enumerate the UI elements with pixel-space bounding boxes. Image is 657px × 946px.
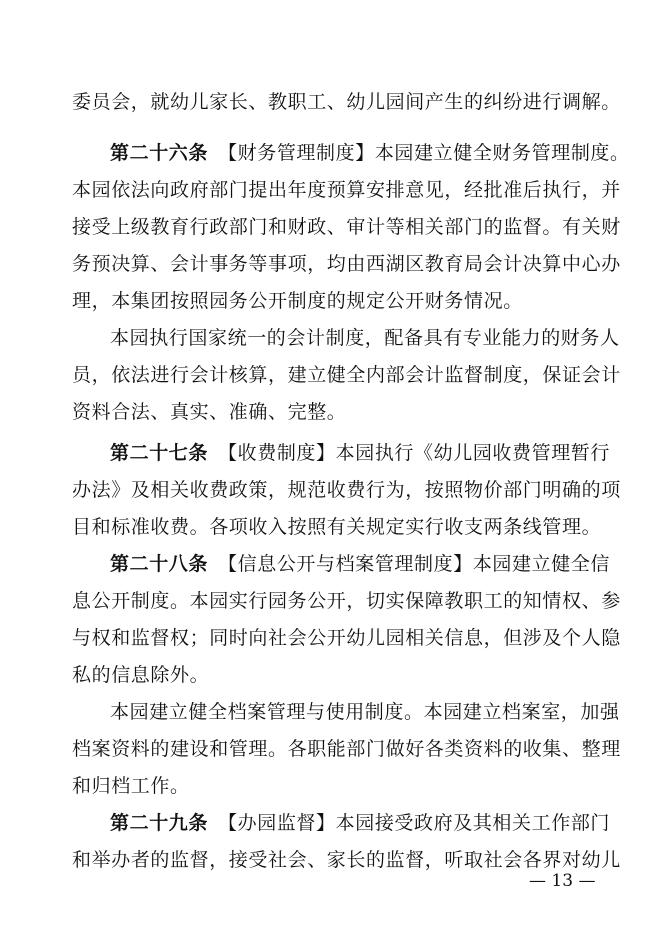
text-line: 理，本集团按照园务公开制度的规定公开财务情况。	[72, 290, 523, 312]
article-26-heading: 第二十六条	[110, 142, 209, 164]
article-27-first-line	[110, 441, 610, 465]
text-line: 息公开制度。本园实行园务公开，切实保障教职工的知情权、参	[72, 590, 621, 612]
article-27-heading: 第二十七条	[110, 442, 209, 464]
text-line: 委员会，就幼儿家长、教职工、幼儿园间产生的纠纷进行调解。	[72, 91, 621, 113]
article-28-heading: 第二十八条	[110, 553, 209, 575]
text-line: 档案资料的建设和管理。各职能部门做好各类资料的收集、整理	[72, 738, 621, 760]
text-line: 私的信息除外。	[72, 664, 210, 686]
text-line: 目和标准收费。各项收入按照有关规定实行收支两条线管理。	[72, 516, 602, 538]
text-span: 【收费制度】本园执行《幼儿园收费管理暂行	[218, 442, 611, 464]
text-line: 员，依法进行会计核算，建立健全内部会计监督制度，保证会计	[72, 364, 621, 386]
text-line: 和举办者的监督，接受社会、家长的监督，听取社会各界对幼儿	[72, 849, 621, 871]
page-number: — 13 —	[529, 871, 596, 891]
text-line: 办法》及相关收费政策，规范收费行为，按照物价部门明确的项	[72, 479, 621, 501]
text-span: 【办园监督】本园接受政府及其相关工作部门	[218, 812, 611, 834]
text-line: 和归档工作。	[72, 775, 190, 797]
text-line: 与权和监督权；同时向社会公开幼儿园相关信息，但涉及个人隐	[72, 627, 621, 649]
text-line: 资料合法、真实、准确、完整。	[72, 401, 347, 423]
article-28-first-line	[110, 552, 610, 576]
text-line: 本园依法向政府部门提出年度预算安排意见，经批准后执行，并	[72, 179, 621, 201]
text-line: 本园执行国家统一的会计制度，配备具有专业能力的财务人	[110, 327, 620, 349]
text-line: 务预决算、会计事务等事项，均由西湖区教育局会计决算中心办	[72, 253, 621, 275]
text-line: 本园建立健全档案管理与使用制度。本园建立档案室，加强	[110, 701, 620, 723]
text-span: 【信息公开与档案管理制度】本园建立健全信	[218, 553, 611, 575]
article-26-first-line	[110, 141, 630, 165]
text-span: 【财务管理制度】本园建立健全财务管理制度。	[218, 142, 630, 164]
text-line: 接受上级教育行政部门和财政、审计等相关部门的监督。有关财	[72, 216, 621, 238]
article-29-first-line	[110, 811, 610, 835]
article-29-heading: 第二十九条	[110, 812, 209, 834]
